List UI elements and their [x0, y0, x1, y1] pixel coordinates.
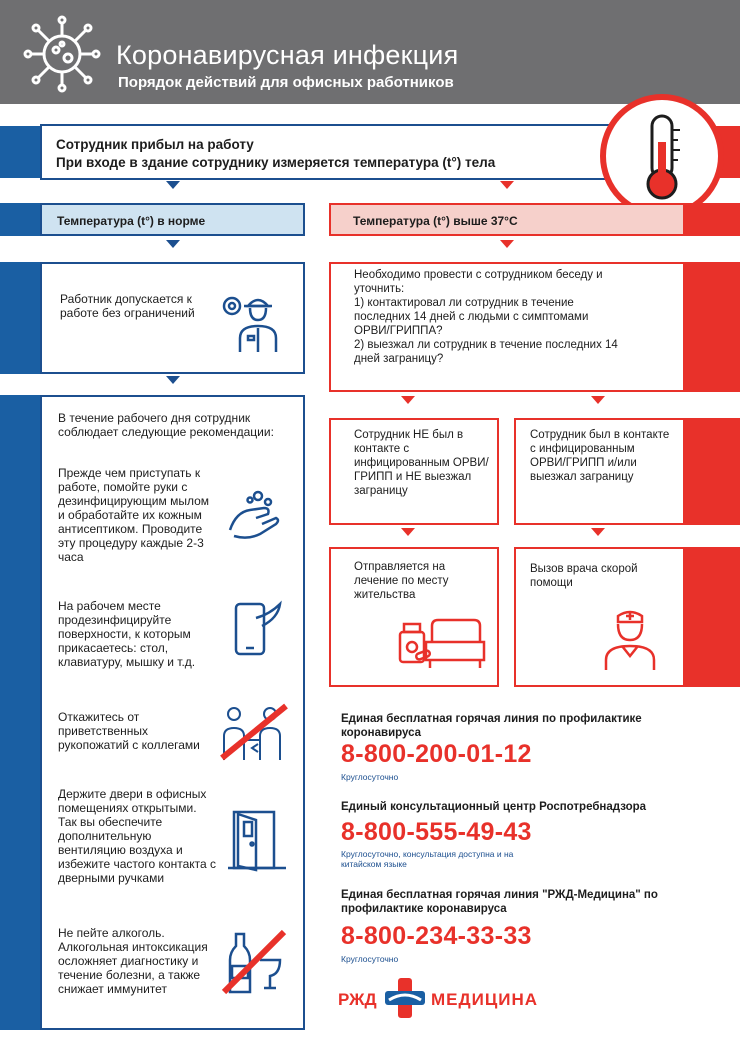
red-side-bar	[684, 418, 740, 525]
hotline-1-note: Круглосуточно	[341, 772, 399, 782]
interview-line: ОРВИ/ГРИППА?	[354, 325, 443, 337]
call-doctor-text: Вызов врача скорой помощи	[530, 563, 638, 589]
interview-line: последних 14 дней с людьми с симптомами	[354, 311, 589, 323]
page-subtitle: Порядок действий для офисных работников	[118, 74, 454, 91]
red-side-bar	[684, 547, 740, 687]
reco-handwash: Прежде чем приступать к работе, помойте руки с дезинфицирующим мылом и обработайте их кожным антисептиком. Проводите эту процедуру каждые 2-3 часа	[58, 466, 210, 564]
intro-line-2: При входе в здание сотруднику измеряется температура (t°) тела	[56, 155, 496, 170]
logo-rzd-text: РЖД	[338, 990, 377, 1009]
blue-side-bar	[0, 262, 40, 374]
worker-icon	[218, 286, 288, 356]
arrow-down-icon	[166, 376, 180, 384]
blue-side-bar	[0, 395, 40, 1030]
arrow-down-icon	[166, 181, 180, 189]
handwash-icon	[224, 486, 284, 542]
arrow-down-icon	[591, 396, 605, 404]
thermometer-badge	[600, 94, 724, 218]
page-title: Коронавирусная инфекция	[116, 40, 459, 70]
interview-text	[354, 268, 654, 366]
arrow-down-icon	[591, 528, 605, 536]
arrow-down-icon	[401, 528, 415, 536]
nurse-icon	[598, 606, 662, 672]
temp-normal-label: Температура (t°) в норме	[57, 214, 206, 228]
recommendations-intro: В течение рабочего дня сотрудник соблюдает следующие рекомендации:	[58, 411, 274, 439]
reco-disinfect: На рабочем месте продезинфицируйте поверхности, к которым прикасаетесь: стол, клавиатуру, мышку и т.д.	[58, 599, 196, 669]
red-side-bar	[684, 262, 740, 392]
reco-open-doors: Держите двери в офисных помещениях открытыми. Так вы обеспечите дополнительную вентиляцию воздуха и избежите частого контакта с дверными ручками	[58, 787, 217, 885]
arrow-down-icon	[166, 240, 180, 248]
intro-box	[40, 124, 642, 180]
hotline-2-note: Круглосуточно, консультация доступна и на китайском языке	[341, 849, 514, 869]
thermometer-icon	[606, 100, 718, 212]
worker-admitted-text: Работник допускается к работе без ограничений	[60, 292, 195, 320]
reco-no-alcohol: Не пейте алкоголь. Алкогольная интоксикация осложняет диагностику и течение болезни, а также снижает иммунитет	[58, 926, 208, 996]
interview-line: дней заграницу?	[354, 353, 444, 365]
temp-high-label: Температура (t°) выше 37°С	[353, 214, 518, 228]
virus-icon	[22, 14, 102, 94]
hotline-2-phone[interactable]: 8-800-555-49-43	[341, 818, 532, 846]
hotline-3-note: Круглосуточно	[341, 954, 399, 964]
interview-line: 1) контактировал ли сотрудник в течение	[354, 297, 574, 309]
hotline-1-phone[interactable]: 8-800-200-01-12	[341, 740, 532, 768]
hotline-3-phone[interactable]: 8-800-234-33-33	[341, 922, 532, 950]
logo-medicina-text: МЕДИЦИНА	[431, 990, 539, 1009]
red-side-bar	[684, 203, 740, 236]
phone-disinfect-icon	[230, 598, 286, 658]
arrow-down-icon	[401, 396, 415, 404]
arrow-down-icon	[500, 240, 514, 248]
case-no-contact-text: Сотрудник НЕ был в контакте с инфицированным ОРВИ/ГРИПП и НЕ выезжал заграницу	[354, 429, 489, 497]
medical-cross-icon	[383, 976, 427, 1020]
intro-line-1: Сотрудник прибыл на работу	[56, 137, 254, 152]
interview-line: уточнить:	[354, 283, 405, 295]
interview-line: Необходимо провести с сотрудником беседу и	[354, 269, 603, 281]
no-alcohol-icon	[218, 926, 290, 998]
blue-side-bar	[0, 126, 40, 178]
hotline-2-label: Единый консультационный центр Роспотребнадзора	[341, 801, 647, 813]
reco-no-handshake: Откажитесь от приветственных рукопожатий с коллегами	[58, 710, 200, 752]
hotline-1-label: Единая бесплатная горячая линия по профилактике коронавируса	[341, 713, 642, 739]
open-door-icon	[226, 806, 290, 872]
hotline-3-label: Единая бесплатная горячая линия "РЖД-Медицина" по профилактике коронавируса	[341, 889, 658, 915]
blue-side-bar	[0, 203, 40, 236]
no-handshake-icon	[218, 702, 290, 762]
case-contact-text: Сотрудник был в контакте с инфицированным ОРВИ/ГРИПП и/или выезжал заграницу	[530, 429, 670, 483]
interview-line: 2) выезжал ли сотрудник в течение последних 14	[354, 339, 618, 351]
sofa-medicine-icon	[392, 612, 486, 672]
home-treatment-text: Отправляется на лечение по месту жительства	[354, 561, 449, 601]
arrow-down-icon	[500, 181, 514, 189]
